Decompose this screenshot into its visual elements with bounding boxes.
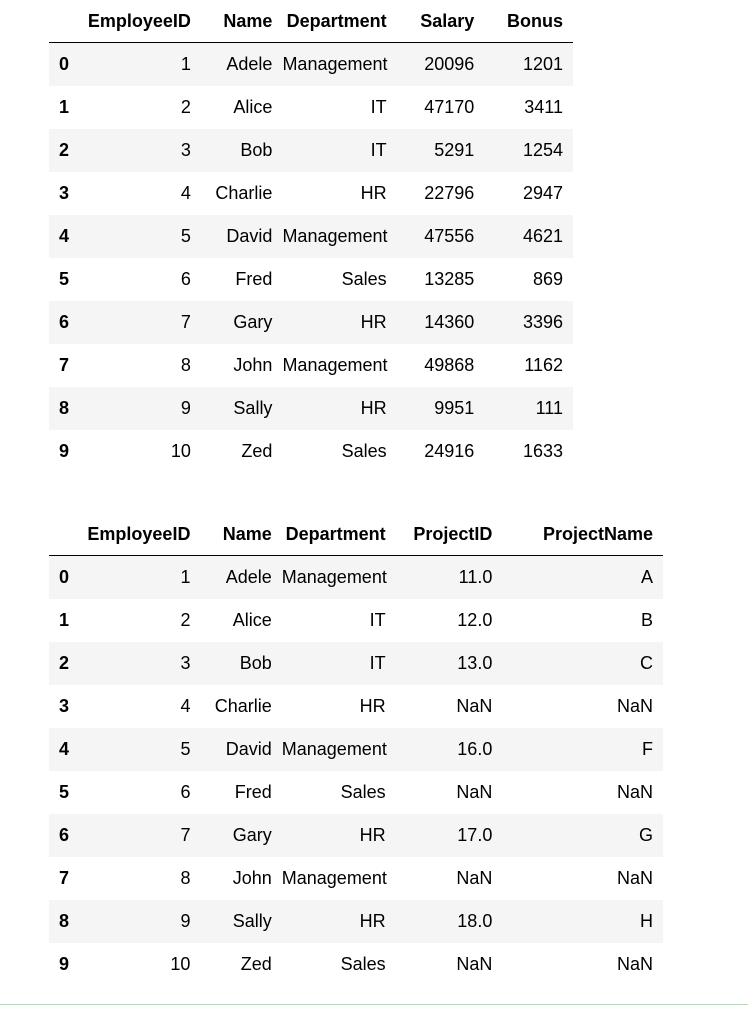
cell-name: Charlie [214, 696, 272, 716]
column-header-employeeid: EmployeeID [80, 0, 201, 43]
cell-department: HR [360, 312, 387, 332]
column-header-name: Name [201, 0, 283, 43]
table-row [49, 258, 573, 301]
row-index: 0 [59, 567, 70, 587]
cell-bonus: 111 [535, 398, 563, 418]
table-row [49, 430, 573, 473]
cell-name: Bob [240, 140, 273, 160]
row-index: 2 [59, 653, 70, 673]
cell-projectid: 17.0 [457, 825, 493, 845]
cell-bonus: 1254 [522, 140, 563, 160]
row-index: 7 [59, 355, 70, 375]
cell-projectid: 12.0 [457, 610, 493, 630]
table-row [49, 728, 663, 771]
cell-projectid: NaN [456, 782, 493, 802]
cell-name: Fred [234, 782, 272, 802]
employees-dataframe-table [49, 0, 573, 473]
cell-bonus: 1201 [522, 54, 563, 74]
cell-name: Gary [233, 312, 273, 332]
cell-projectid: 13.0 [457, 653, 493, 673]
cell-bonus: 869 [532, 269, 563, 289]
cell-projectname: A [640, 567, 653, 587]
cell-salary: 22796 [424, 183, 475, 203]
row-index: 0 [59, 54, 70, 74]
row-index: 1 [59, 610, 70, 630]
column-header-bonus: Bonus [484, 0, 573, 43]
table-row [49, 172, 573, 215]
cell-bonus: 3411 [524, 97, 563, 117]
projects-dataframe-table [49, 513, 663, 986]
cell-employeeid: 7 [180, 825, 191, 845]
cell-employeeid: 4 [180, 183, 191, 203]
cell-department: Sales [340, 954, 386, 974]
cell-name: Alice [233, 97, 273, 117]
row-index: 5 [59, 269, 70, 289]
cell-department: IT [370, 97, 387, 117]
cell-name: Sally [233, 398, 273, 418]
row-index: 7 [59, 868, 70, 888]
column-header-employeeid: EmployeeID [79, 513, 200, 556]
table-row [49, 642, 663, 685]
cell-projectid: NaN [456, 954, 493, 974]
cell-department: HR [359, 825, 386, 845]
row-index: 4 [59, 226, 70, 246]
cell-department: Sales [341, 269, 387, 289]
cell-employeeid: 5 [180, 739, 191, 759]
table-row [49, 301, 573, 344]
cell-employeeid: 9 [180, 911, 191, 931]
cell-salary: 20096 [424, 54, 475, 74]
cell-salary: 14360 [424, 312, 475, 332]
cell-projectid: NaN [456, 696, 493, 716]
cell-employeeid: 6 [180, 269, 191, 289]
cell-salary: 47170 [424, 97, 475, 117]
cell-projectname: NaN [616, 696, 653, 716]
cell-name: John [232, 868, 272, 888]
cell-salary: 9951 [434, 398, 475, 418]
cell-salary: 47556 [424, 226, 475, 246]
cell-projectname: F [642, 739, 653, 759]
cell-salary: 49868 [424, 355, 475, 375]
table-row [49, 387, 573, 430]
table-row [49, 900, 663, 943]
column-header-salary: Salary [397, 0, 485, 43]
table-row [49, 344, 573, 387]
cell-projectname: NaN [616, 782, 653, 802]
cell-projectid: 18.0 [457, 911, 493, 931]
cell-employeeid: 10 [170, 441, 191, 461]
cell-employeeid: 1 [180, 567, 191, 587]
cell-employeeid: 4 [180, 696, 191, 716]
cell-projectname: NaN [616, 868, 653, 888]
cell-name: Fred [235, 269, 273, 289]
cell-projectname: B [640, 610, 653, 630]
cell-department: Management [281, 567, 387, 587]
table-row [49, 215, 573, 258]
row-index: 8 [59, 911, 70, 931]
cell-bonus: 4621 [522, 226, 563, 246]
cell-name: Zed [241, 441, 273, 461]
table-row [49, 771, 663, 814]
index-header [49, 0, 80, 43]
row-index: 6 [59, 312, 70, 332]
cell-name: Charlie [215, 183, 273, 203]
cell-projectid: NaN [456, 868, 493, 888]
row-index: 5 [59, 782, 70, 802]
table-row [49, 943, 663, 986]
cell-name: Alice [232, 610, 272, 630]
cell-department: HR [359, 911, 386, 931]
column-header-projectname: ProjectName [502, 513, 663, 556]
index-header [49, 513, 79, 556]
cell-bonus: 1633 [522, 441, 563, 461]
cell-department: Management [281, 868, 387, 888]
cell-department: Management [281, 739, 387, 759]
cell-employeeid: 2 [180, 97, 191, 117]
cell-name: David [225, 739, 272, 759]
cell-employeeid: 3 [180, 140, 191, 160]
cell-bonus: 2947 [522, 183, 563, 203]
cell-department: IT [369, 653, 386, 673]
cell-department: Management [282, 54, 388, 74]
table-row [49, 814, 663, 857]
cell-salary: 24916 [424, 441, 475, 461]
cell-department: HR [359, 696, 386, 716]
cell-department: Sales [341, 441, 387, 461]
row-index: 1 [59, 97, 70, 117]
table-row [49, 43, 573, 87]
cell-department: HR [360, 183, 387, 203]
cell-department: IT [370, 140, 387, 160]
cell-department: Management [282, 226, 388, 246]
table-row [49, 685, 663, 728]
cell-employeeid: 10 [170, 954, 191, 974]
cell-employeeid: 3 [180, 653, 191, 673]
cell-name: Gary [232, 825, 272, 845]
cell-employeeid: 5 [180, 226, 191, 246]
cell-department: Management [282, 355, 388, 375]
cell-projectid: 11.0 [458, 567, 493, 587]
cell-name: Bob [239, 653, 272, 673]
cell-projectname: H [640, 911, 653, 931]
column-header-name: Name [200, 513, 281, 556]
table-row [49, 129, 573, 172]
cell-bonus: 1162 [524, 355, 563, 375]
output-divider [0, 1004, 748, 1005]
cell-bonus: 3396 [522, 312, 563, 332]
table-row [49, 599, 663, 642]
cell-employeeid: 8 [180, 355, 191, 375]
cell-projectname: C [640, 653, 653, 673]
row-index: 8 [59, 398, 70, 418]
cell-department: Sales [340, 782, 386, 802]
row-index: 2 [59, 140, 70, 160]
cell-department: HR [360, 398, 387, 418]
cell-salary: 5291 [434, 140, 475, 160]
cell-projectname: NaN [616, 954, 653, 974]
cell-employeeid: 7 [180, 312, 191, 332]
table-header-row [49, 0, 573, 43]
cell-name: Adele [226, 54, 273, 74]
cell-name: Adele [225, 567, 272, 587]
row-index: 3 [59, 696, 70, 716]
cell-projectname: G [638, 825, 653, 845]
cell-salary: 13285 [424, 269, 475, 289]
row-index: 9 [59, 441, 70, 461]
cell-employeeid: 1 [180, 54, 191, 74]
cell-employeeid: 2 [180, 610, 191, 630]
table-row [49, 556, 663, 600]
table-header-row [49, 513, 663, 556]
row-index: 6 [59, 825, 70, 845]
table-row [49, 86, 573, 129]
cell-employeeid: 9 [180, 398, 191, 418]
row-index: 9 [59, 954, 70, 974]
cell-name: David [226, 226, 273, 246]
cell-employeeid: 6 [180, 782, 191, 802]
row-index: 3 [59, 183, 70, 203]
column-header-department: Department [282, 0, 396, 43]
cell-name: John [233, 355, 273, 375]
column-header-projectid: ProjectID [396, 513, 503, 556]
cell-department: IT [369, 610, 386, 630]
cell-name: Zed [240, 954, 272, 974]
cell-projectid: 16.0 [457, 739, 493, 759]
column-header-department: Department [282, 513, 396, 556]
table-row [49, 857, 663, 900]
cell-name: Sally [232, 911, 272, 931]
cell-employeeid: 8 [180, 868, 191, 888]
row-index: 4 [59, 739, 70, 759]
